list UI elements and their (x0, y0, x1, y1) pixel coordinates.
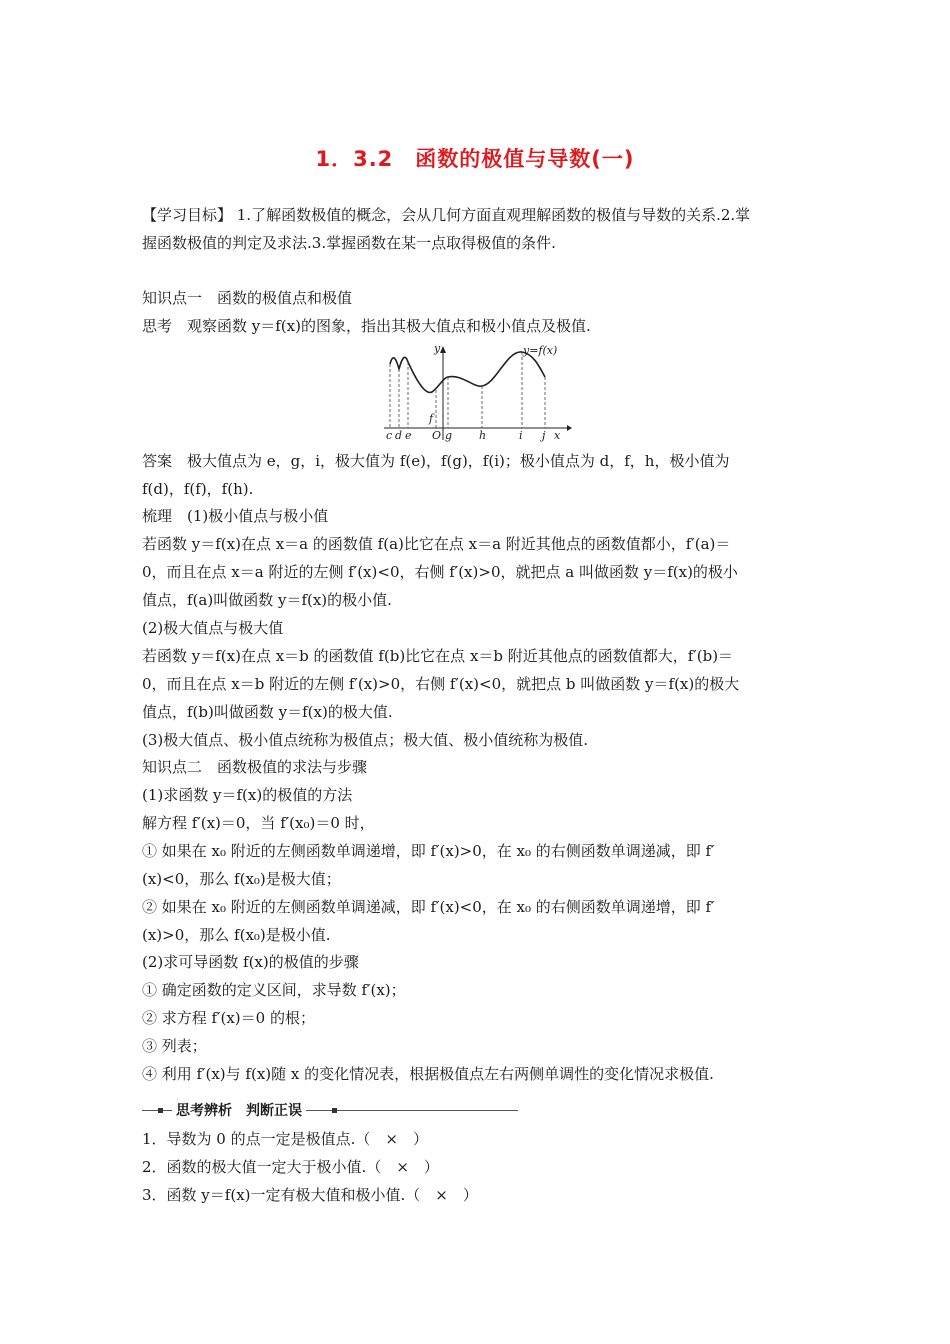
step-4: ④ 利用 f′(x)与 f(x)随 x 的变化情况表，根据极值点左右两侧单调性的变化情况求极值. (142, 1065, 714, 1083)
step-2: ② 求方程 f′(x)＝0 的根； (142, 1009, 315, 1027)
tick-label-g: g (445, 429, 453, 442)
y-axis-arrow (440, 346, 446, 353)
summary-min-line-1: 若函数 y＝f(x)在点 x＝a 的函数值 f(a)比它在点 x＝a 附近其他点的函数值都小，f′(a)＝ (142, 535, 731, 553)
knowledge-point-1-heading: 知识点一 函数的极值点和极值 (142, 289, 353, 307)
origin-label: O (432, 429, 442, 442)
x-axis-arrow (567, 425, 572, 431)
steps-heading: (2)求可导函数 f(x)的极值的步骤 (142, 953, 359, 971)
answer-line-2: f(d)，f(f)，f(h). (142, 480, 254, 498)
summary-max-line-2: 0，而且在点 x＝b 附近的左侧 f′(x)>0，右侧 f′(x)<0，就把点 b 叫做函数 y＝f(x)的极大 (142, 675, 740, 693)
summary-max-line-1: 若函数 y＝f(x)在点 x＝b 的函数值 f(b)比它在点 x＝b 附近其他点的函数值都大，f′(b)＝ (142, 647, 734, 665)
tick-label-i: i (519, 429, 523, 442)
question-3: 3．函数 y＝f(x)一定有极大值和极小值.（ × ） (142, 1186, 478, 1204)
summary-min-line-3: 值点，f(a)叫做函数 y＝f(x)的极小值. (142, 591, 392, 609)
curve-label: y=f(x) (523, 344, 558, 357)
function-graph (382, 340, 572, 444)
summary-min-line-2: 0，而且在点 x＝a 附近的左侧 f′(x)<0，右侧 f′(x)>0，就把点 a 叫做函数 y＝f(x)的极小 (142, 563, 738, 581)
x-axis-label: x (554, 429, 561, 442)
tick-label-d: d (395, 429, 403, 442)
step-3: ③ 列表； (142, 1037, 207, 1055)
f-point-label: f (429, 412, 434, 425)
learning-goals-line-1: 【学习目标】 1.了解函数极值的概念，会从几何方面直观理解函数的极值与导数的关系.2.掌 (142, 206, 751, 224)
summary-max-line-3: 值点，f(b)叫做函数 y＝f(x)的极大值. (142, 703, 393, 721)
tick-label-j: j (542, 429, 546, 442)
method-case-2-line-2: (x)>0，那么 f(x₀)是极小值. (142, 926, 331, 944)
method-case-2-line-1: ② 如果在 x₀ 附近的左侧函数单调递减，即 f′(x)<0，在 x₀ 的右侧函数单调递增，即 f′ (142, 898, 715, 916)
summary-extremum-line: (3)极大值点、极小值点统称为极值点；极大值、极小值统称为极值. (142, 731, 589, 749)
method-line-1: 解方程 f′(x)＝0，当 f′(x₀)＝0 时， (142, 814, 375, 832)
tick-label-c: c (386, 429, 393, 442)
question-2: 2．函数的极大值一定大于极小值.（ × ） (142, 1158, 439, 1176)
section-divider (142, 1100, 518, 1122)
knowledge-point-2-heading: 知识点二 函数极值的求法与步骤 (142, 758, 368, 776)
drop-lines (390, 352, 545, 428)
summary-min-heading: 梳理 (1)极小值点与极小值 (142, 507, 329, 525)
section-header: 思考辨析 判断正误 (172, 1100, 306, 1120)
method-case-1-line-2: (x)<0，那么 f(x₀)是极大值； (142, 870, 341, 888)
summary-max-heading: (2)极大值点与极大值 (142, 619, 284, 637)
tick-label-e: e (405, 429, 412, 442)
method-case-1-line-1: ① 如果在 x₀ 附近的左侧函数单调递增，即 f′(x)>0，在 x₀ 的右侧函数单调递减，即 f′ (142, 842, 715, 860)
step-1: ① 确定函数的定义区间，求导数 f′(x)； (142, 981, 406, 999)
page-title: 1．3.2 函数的极值与导数(一) (315, 147, 635, 171)
question-1: 1．导数为 0 的点一定是极值点.（ × ） (142, 1130, 428, 1148)
y-axis-label: y (434, 342, 441, 355)
think-question: 思考 观察函数 y＝f(x)的图象，指出其极大值点和极小值点及极值. (142, 317, 591, 335)
tick-label-h: h (479, 429, 487, 442)
method-heading: (1)求函数 y＝f(x)的极值的方法 (142, 786, 353, 804)
answer-line-1: 答案 极大值点为 e，g，i，极大值为 f(e)，f(g)，f(i)；极小值点为 d，f，h，极小值为 (142, 452, 730, 470)
learning-goals-line-2: 握函数极值的判定及求法.3.掌握函数在某一点取得极值的条件. (142, 234, 556, 252)
